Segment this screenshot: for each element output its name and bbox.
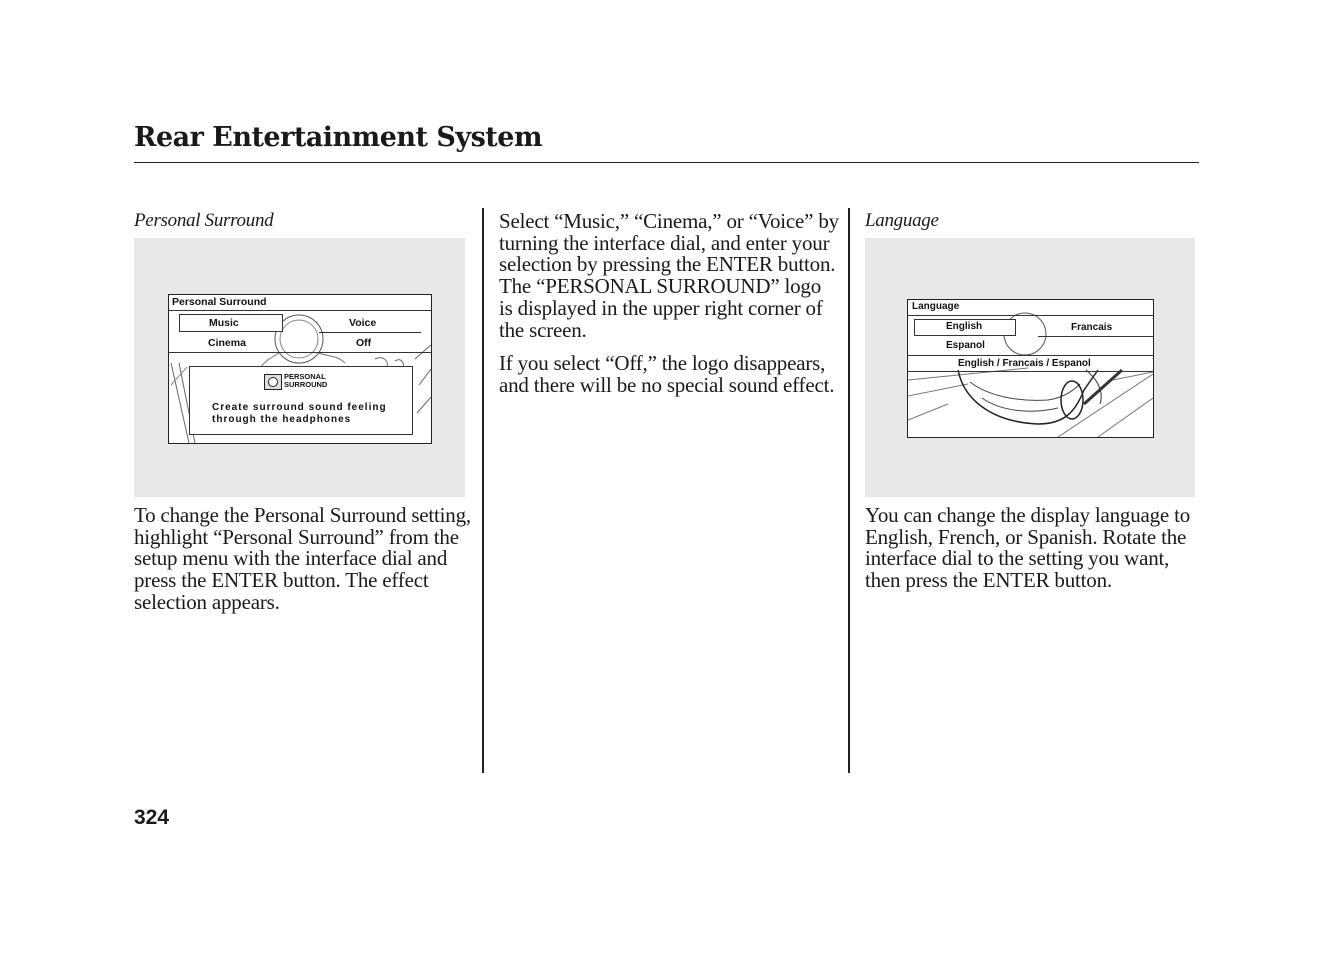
figure-personal-surround [134, 238, 465, 497]
option-music[interactable]: Music [209, 317, 239, 329]
option-francais[interactable]: Francais [1071, 322, 1113, 333]
option-english[interactable]: English [946, 321, 983, 332]
message-line-2: through the headphones [212, 414, 352, 425]
personal-surround-logo-icon [264, 374, 282, 390]
option-espanol[interactable]: Espanol [946, 340, 985, 351]
language-screen [907, 299, 1154, 438]
column-divider-left [482, 208, 484, 773]
left-body-text: To change the Personal Surround setting, highlight “Personal Surround” from the setup menu with the interface dial and press the ENTER button. The effect selection appears. [134, 503, 471, 614]
message-line-1: Create surround sound feeling [212, 402, 387, 413]
page-number: 324 [134, 806, 170, 829]
title-rule [134, 162, 1199, 163]
figure-caption-personal-surround: Personal Surround [134, 210, 274, 231]
right-body-text: You can change the display language to English, French, or Spanish. Rotate the interface dial to the setting you want, then press the ENTER button. [865, 503, 1191, 593]
option-voice[interactable]: Voice [349, 317, 377, 329]
page-title: Rear Entertainment System [134, 122, 543, 153]
screen-header: Personal Surround [172, 296, 267, 308]
figure-language [865, 238, 1195, 497]
personal-surround-screen [168, 294, 432, 444]
logo-text-surround: SURROUND [284, 380, 328, 389]
column-divider-right [848, 208, 850, 773]
logo-text-personal: PERSONAL [284, 372, 326, 381]
option-off[interactable]: Off [356, 337, 372, 349]
middle-body-text [499, 211, 839, 409]
surround-message-box [189, 366, 413, 435]
screen-header: Language [912, 301, 960, 312]
option-cinema[interactable]: Cinema [208, 337, 246, 349]
figure-caption-language: Language [865, 210, 939, 231]
middle-paragraph-2: If you select “Off,” the logo disappears, and there will be no special sound effect. [499, 351, 835, 397]
language-footer: English / Francais / Espanol [958, 358, 1091, 369]
middle-paragraph-1: Select “Music,” “Cinema,” or “Voice” by turning the interface dial, and enter your selection by pressing the ENTER button. The “PERSONAL SURROUND” logo is displayed in the upper right corner of the screen. [499, 209, 839, 342]
